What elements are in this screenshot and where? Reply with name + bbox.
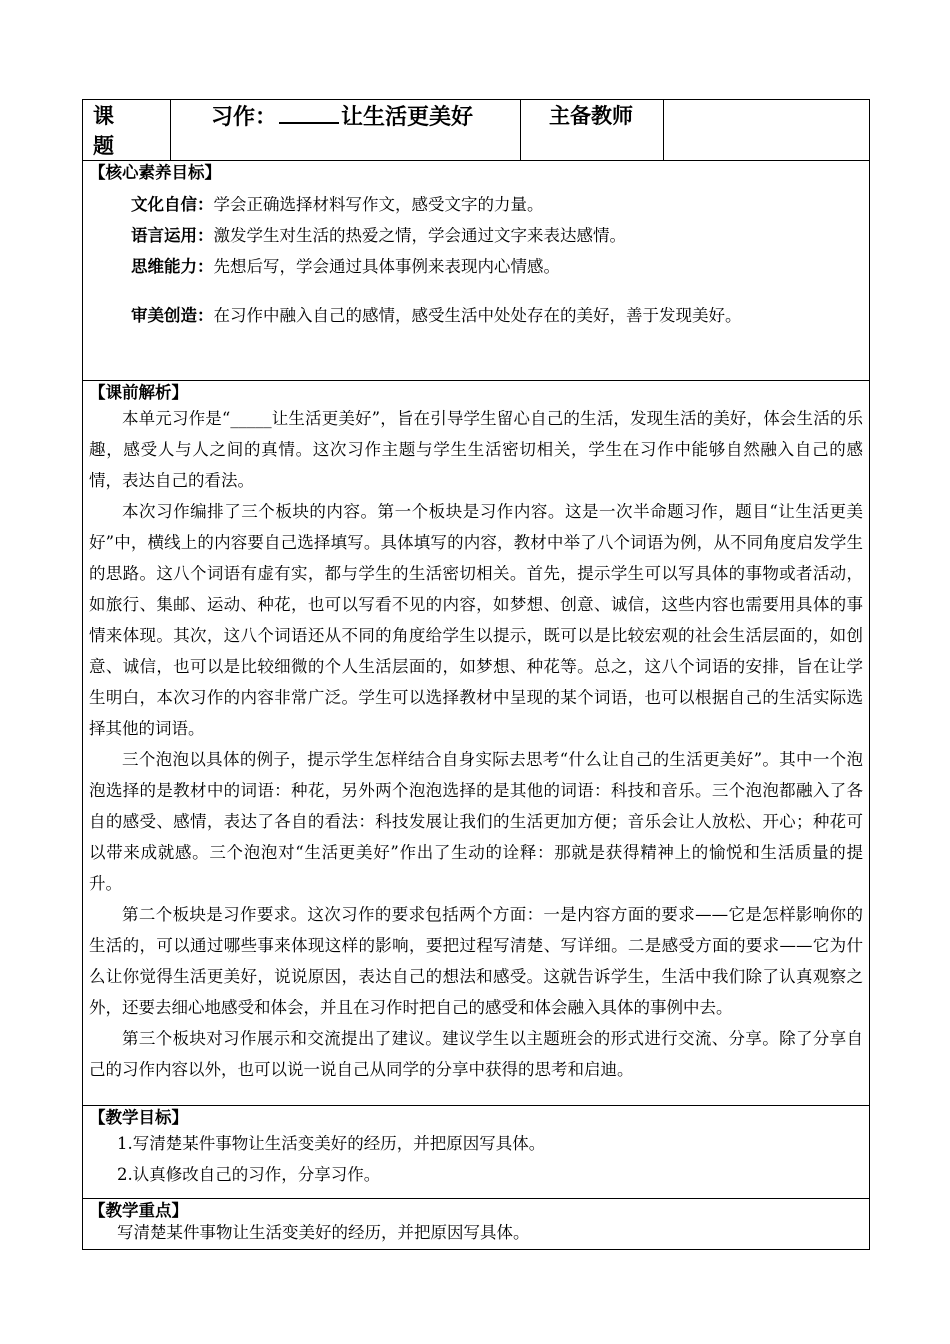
key-points-row <box>83 1199 870 1250</box>
topic-label: 课 题 <box>83 100 171 161</box>
teacher-label: 主备教师 <box>521 100 664 161</box>
key-points-text: 写清楚某件事物让生活变美好的经历，并把原因写具体。 <box>117 1223 530 1242</box>
analysis-row <box>83 381 870 1106</box>
analysis-paragraph: 三个泡泡以具体的例子，提示学生怎样结合自身实际去思考“什么让自己的生活更美好”。其中一个泡泡选择的是教材中的词语：种花，另外两个泡泡选择的是其他的词语：科技和音乐。三个泡泡都融入了各自的感受、感情，表达了各自的看法：科技发展让我们的生活更加方便；音乐会让人放松、开心；种花可以带来成就感。三个泡泡对“生活更美好”作出了生动的诠释：那就是获得精神上的愉悦和生活质量的提升。 <box>89 750 863 893</box>
core-goals-heading: 【核心素养目标】 <box>89 163 221 182</box>
lesson-plan-table <box>82 99 870 1250</box>
goal-item: 思维能力：先想后写，学会通过具体事例来表现内心情感。 <box>131 257 560 276</box>
goal-item: 语言运用：激发学生对生活的热爱之情，学会通过文字来表达感情。 <box>131 226 626 245</box>
analysis-paragraph: 第二个板块是习作要求。这次习作的要求包括两个方面：一是内容方面的要求——它是怎样影响你的生活的，可以通过哪些事来体现这样的影响，要把过程写清楚、写详细。二是感受方面的要求——它为什么让你觉得生活更美好，说说原因，表达自己的想法和感受。这就告诉学生，生活中我们除了认真观察之外，还要去细心地感受和体会，并且在习作时把自己的感受和体会融入具体的事例中去。 <box>89 905 863 1017</box>
teaching-goal-item: 1.写清楚某件事物让生活变美好的经历，并把原因写具体。 <box>117 1134 546 1153</box>
analysis-paragraph: 本次习作编排了三个板块的内容。第一个板块是习作内容。这是一次半命题习作，题目“让生活更美好”中，横线上的内容要自己选择填写。具体填写的内容，教材中举了八个词语为例，从不同角度启发学生的思路。这八个词语有虚有实，都与学生的生活密切相关。首先，提示学生可以写具体的事物或者活动，如旅行、集邮、运动、种花，也可以写看不见的内容，如梦想、创意、诚信，这些内容也需要用具体的事情来体现。其次，这八个词语还从不同的角度给学生以提示，既可以是比较宏观的社会生活层面的，如创意、诚信，也可以是比较细微的个人生活层面的，如梦想、种花等。总之，这八个词语的安排，旨在让学生明白，本次习作的内容非常广泛。学生可以选择教材中呈现的某个词语，也可以根据自己的生活实际选择其他的词语。 <box>89 502 863 738</box>
core-goals-row <box>83 161 870 381</box>
title-blank <box>279 104 339 124</box>
goal-item: 文化自信：学会正确选择材料写作文，感受文字的力量。 <box>131 195 544 214</box>
goal-item: 审美创造：在习作中融入自己的感情，感受生活中处处存在的美好，善于发现美好。 <box>131 306 742 325</box>
header-row <box>83 100 870 161</box>
key-points-heading: 【教学重点】 <box>89 1201 188 1220</box>
analysis-paragraph: 第三个板块对习作展示和交流提出了建议。建议学生以主题班会的形式进行交流、分享。除了分享自己的习作内容以外，也可以说一说自己从同学的分享中获得的思考和启迪。 <box>89 1029 863 1079</box>
lesson-title: 习作： 让生活更美好 <box>171 100 521 161</box>
teaching-goals-row <box>83 1106 870 1199</box>
teaching-goals-heading: 【教学目标】 <box>89 1108 188 1127</box>
teaching-goal-item: 2.认真修改自己的习作，分享习作。 <box>117 1165 381 1184</box>
teacher-value <box>664 100 870 161</box>
analysis-heading: 【课前解析】 <box>89 383 188 402</box>
analysis-paragraph: 本单元习作是“_____让生活更美好”，旨在引导学生留心自己的生活，发现生活的美好，体会生活的乐趣，感受人与人之间的真情。这次习作主题与学生生活密切相关，学生在习作中能够自然融入自己的感情，表达自己的看法。 <box>89 409 863 490</box>
